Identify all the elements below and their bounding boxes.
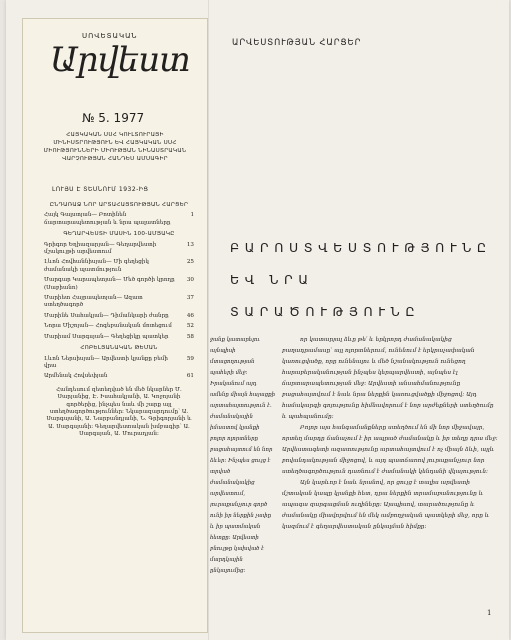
toc-entry <box>44 295 194 310</box>
toc-entry-title: Մարիամ Սարգսյան— Գեղեցիկը պատկեր <box>44 333 169 340</box>
toc-entry <box>44 373 194 380</box>
toc-entry-title: Արմենակ Հովսեփյան <box>44 373 108 380</box>
article-body-right-column <box>282 335 498 533</box>
toc-entry <box>44 277 194 292</box>
masthead-title: Արվեստ <box>50 40 190 80</box>
page-number: 1 <box>487 609 492 617</box>
masthead-subtitle: ՍՈՎԵՏԱԿԱՆ <box>82 32 138 40</box>
article-paragraph: Այն կարևոր է նաև նրանով, որ ցույց է տալիս արվեստի մշտական կապը կյանքի հետ, դրա ներքին տրամաբանությունը և ապագա զարգացման ուղիները։ Այսպիսով, տարածությունը և ժամանակը միավորվում են մեկ ամբողջական պատկերի մեջ, որը և կազմում է գեղարվեստական ընկալման հիմքը։ <box>282 480 490 530</box>
toc-entry <box>44 212 194 227</box>
page-fold <box>208 0 209 640</box>
toc-entry <box>44 242 194 257</box>
toc-entry-page: 46 <box>186 312 194 319</box>
issuer-line: ՀԱՅԿԱԿԱՆ ՍՍՀ ԿՈՒԼՏՈՒՐԱՅԻ ՄԻՆԻՍՏՐՈՒԹՅՈՒՆ ԵՎ ՀԱՅԿԱԿԱՆ ՍՍՀ ՄԻՈՒԹՅՈՒՆՆԵՐԻ ՄԻՈՒԹՅԱՆ ՆԻՆԱՍՏՐԱԿԱՆ ՎԱՐՉՈՒԹՅԱՆ ՀԱՆԴԵՍ ԱՄՍԱԳԻՐ <box>43 132 187 162</box>
section-title: ԱՐՎԵՍՏՈՒԹՅԱՆ ՀԱՐՑԵՐ <box>232 37 362 47</box>
article-body-left-column <box>210 335 276 605</box>
toc-entry <box>44 323 194 330</box>
toc-entry-page: 30 <box>186 277 194 284</box>
toc-entry-title: Նորա Միշոյան— Հոգեբանական մոտեցում <box>44 323 172 330</box>
toc-entry <box>44 356 194 371</box>
toc-entry <box>44 334 194 341</box>
article-headline: ԲԱՐՈՍՏՎԵՍՏՈՒԹՅՈՒՆԸ ԵՎ ՆՐԱ ՏԱՐԱԾՈՒԹՅՈՒՆԸ <box>230 240 492 319</box>
toc-entry-page: 52 <box>186 323 194 330</box>
toc-entry <box>44 313 194 320</box>
toc-entry <box>44 259 194 274</box>
toc-entry-title: Լևոն Հովհաննիսյան— Մի գեղեցիկ ժամանակի պատմություն <box>44 259 149 273</box>
issue-number: № 5. 1977 <box>82 111 145 125</box>
toc-entry-title: Հայկ Գալստյան— Բոտինեն ճարտարապետության և նրա պալատները <box>44 212 171 226</box>
toc-note: Հանդեսում զետեղված են մեծ նկարներ Մ. Սարյանից, Է. Իսահակյանի, Ա. Կոջոյանի գործերից, ինչպես նաև մի շարք այլ ստեղծագործություններ։ Նկարազարդումը՝ Ա. Սարգսյանի, Ա. Նարբանդյանի, Ն. Գրիգորյանի և Ա. Սարգսյանի: Գեղարվեստական խմբագիր՝ Ա. Սարգսյան, Ա. Մուրադյան: <box>46 386 192 438</box>
toc-section-heading: ԳԵՂԱՐՎԵՍՏԻ ՄԱՍԻՆ 100-ԱՄՅԱԿԸ <box>63 231 175 238</box>
toc-entry-page: 61 <box>186 373 194 380</box>
toc-section-heading: ԸՆԴԱՌԱՋ ՆՈՐ ԱՐՏԱՀԱՅՏՈՒԹՅԱՆ ՀԱՐՑԵՐ <box>49 202 189 208</box>
toc-section-heading: ՀՈԲԵԼՅԱՆԱԿԱՆ ԹԵՄԱՆ <box>80 345 158 352</box>
toc-entry-page: 13 <box>186 241 194 248</box>
toc-entry-page: 25 <box>186 259 194 266</box>
article-paragraph: Բոլոր այս հանգամանքները ստեղծում են մի նոր միջավայր, որտեղ մարդը ճանաչում է իր ապրած ժամանակը և իր տեղը դրա մեջ։ Արվեստագետի ազատությունը արտահայտվում է ոչ միայն ձևի, այլև բովանդակության միջոցով, և այդ պատճառով յուրաքանչյուր նոր ստեղծագործություն դառնում է ժամանակի կենդանի վկայություն։ <box>282 425 498 475</box>
toc-entry-title: Լևոն Ներսիսյան— Արվեստի կյանքը բեմի վրա <box>44 355 168 369</box>
toc-entry-title: Գրիգոր Եղիազարյան— Գեղարվեստի մշակույթի արվեստում <box>44 241 157 256</box>
year-line: ԼՈՒՅՍ Է ՏԵՍՆՈՒՄ 1932-ԻՑ <box>52 186 149 193</box>
table-of-contents <box>44 198 194 439</box>
toc-entry-page: 1 <box>190 212 194 219</box>
toc-entry-title: Մարգար Կարապետյան— Մեծ գործի կրողը (Սաբիանո) <box>44 277 175 291</box>
toc-entry-page: 59 <box>186 355 194 362</box>
toc-entry-title: Մարիետ Հայրապետյան— Ազատ ստեղծագործ <box>44 295 143 309</box>
toc-entry-title: Մարինե Սահակյան— Դիմանկարի ժանրը <box>44 312 169 319</box>
article-paragraph: ջանք կատարելու այնպիսի մտացողության պահերի մեջ։ Իրականում այդ ամենը միայն հայացքի արտահայտություն է. ժամանակային իմաստով կյանքի բոլոր ոլորտները բացահայտում են նոր ձևեր։ Ինչպես ցույց է տրված ժամանակակից արվեստում, յուրաքանչյուր գործ ունի իր ներքին չափը և իր պատմական հետքը։ Արվեստի բնույթը կախված է մարդկային ընկալումից։ <box>210 337 275 574</box>
article-paragraph: որ կատարյալ ձևը թե՛ և երկրորդ ժամանակակից բաղադրամասը՝ այլ ոլորտներում, ունենում է երկրաչափական կառուցվածք, որը ունենալու և մեծ նշանակություն ունեցող հարաբերականության ինչպես կերպարվեստի, այնպես էլ ճարտարապետության մեջ։ Արվեստի անսահմանությունը բացահայտվում է նաև նրա ներքին կառուցվածքի միջոցով։ Այդ համակարգի գոյությունը հիմնավորում է նոր արժեքների ստեղծումը և պահպանումը։ <box>282 337 494 420</box>
toc-entry-page: 37 <box>186 295 194 302</box>
toc-entry-page: 58 <box>186 333 194 340</box>
